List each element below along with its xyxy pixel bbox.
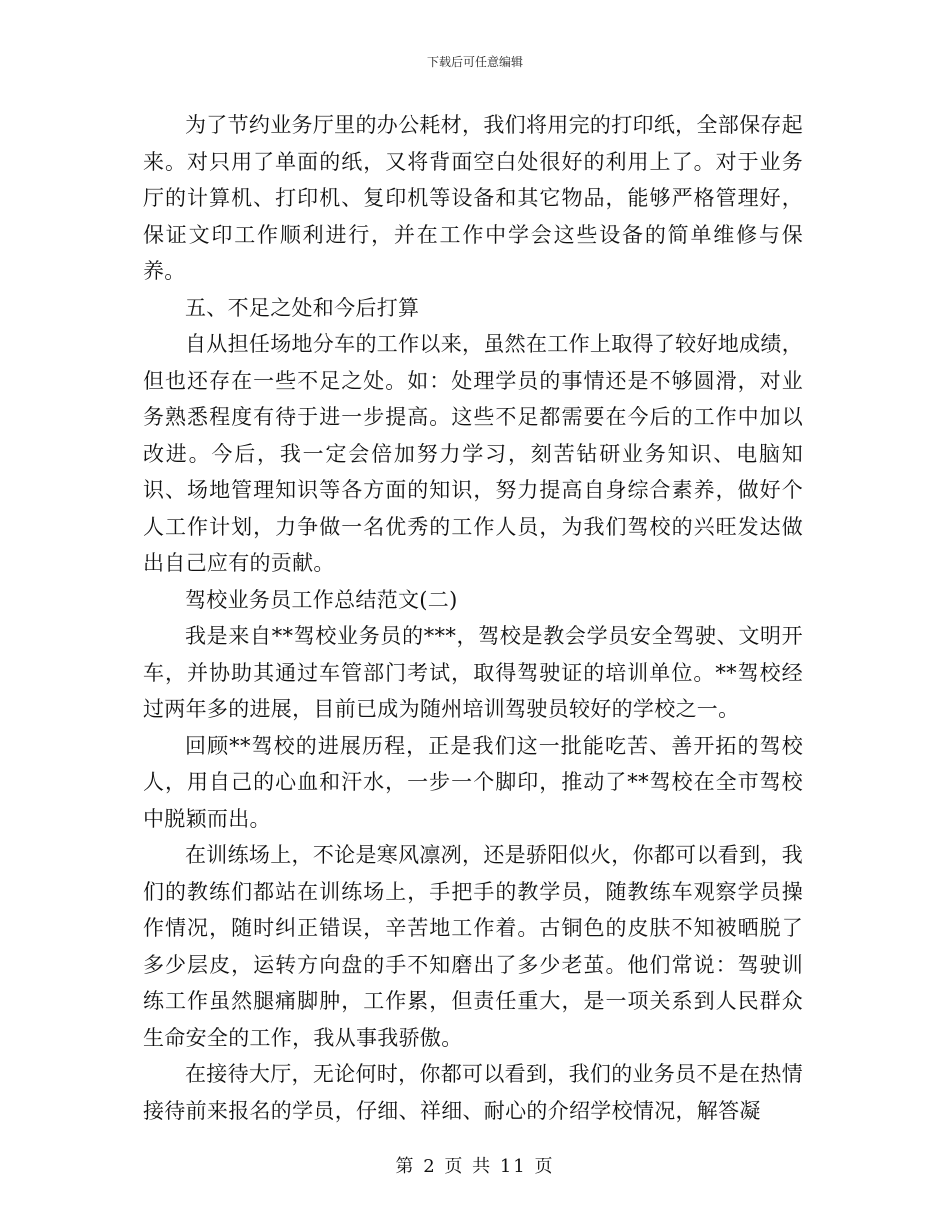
paragraph-intro: 我是来自**驾校业务员的***，驾校是教会学员安全驾驶、文明开车，并协助其通过车管部门考试，取得驾驶证的培训单位。**驾校经过两年多的进展，目前已成为随州培训驾驶员较好的学校之一。 xyxy=(143,624,803,721)
paragraph-history: 回顾**驾校的进展历程，正是我们这一批能吃苦、善开拓的驾校人，用自己的心血和汗水，一步一个脚印，推动了**驾校在全市驾校中脱颖而出。 xyxy=(143,733,803,831)
page-footer: 第 2 页 共 11 页 xyxy=(395,1156,555,1177)
section-heading-shortcomings: 五、不足之处和今后打算 xyxy=(185,295,420,320)
paragraph-training-field: 在训练场上，不论是寒风凛冽，还是骄阳似火，你都可以看到，我们的教练们都站在训练场上，手把手的教学员，随教练车观察学员操作情况，随时纠正错误，辛苦地工作着。古铜色的皮肤不知被晒脱了多少层皮，运转方向盘的手不知磨出了多少老茧。他们常说：驾驶训练工作虽然腿痛脚肿，工作累，但责任重大，是一项关系到人民群众生命安全的工作，我从事我骄傲。 xyxy=(143,843,803,1050)
paragraph-reception-hall: 在接待大厅，无论何时，你都可以看到，我们的业务员不是在热情接待前来报名的学员，仔细、祥细、耐心的介绍学校情况，解答凝 xyxy=(143,1062,803,1123)
paragraph-office-supplies: 为了节约业务厅里的办公耗材，我们将用完的打印纸，全部保存起来。对只用了单面的纸，又将背面空白处很好的利用上了。对于业务厅的计算机、打印机、复印机等设备和其它物品，能够严格管理好，保证文印工作顺利进行，并在工作中学会这些设备的简单维修与保养。 xyxy=(143,113,803,283)
paragraph-shortcomings: 自从担任场地分车的工作以来，虽然在工作上取得了较好地成绩，但也还存在一些不足之处。如：处理学员的事情还是不够圆滑，对业务熟悉程度有待于进一步提高。这些不足都需要在今后的工作中加以改进。今后，我一定会倍加努力学习，刻苦钻研业务知识、电脑知识、场地管理知识等各方面的知识，努力提高自身综合素养，做好个人工作计划，力争做一名优秀的工作人员，为我们驾校的兴旺发达做出自己应有的贡献。 xyxy=(143,332,803,575)
article-title-2: 驾校业务员工作总结范文(二) xyxy=(185,587,458,612)
document-body xyxy=(143,107,803,1129)
page-header: 下载后可任意编辑 xyxy=(426,55,523,69)
